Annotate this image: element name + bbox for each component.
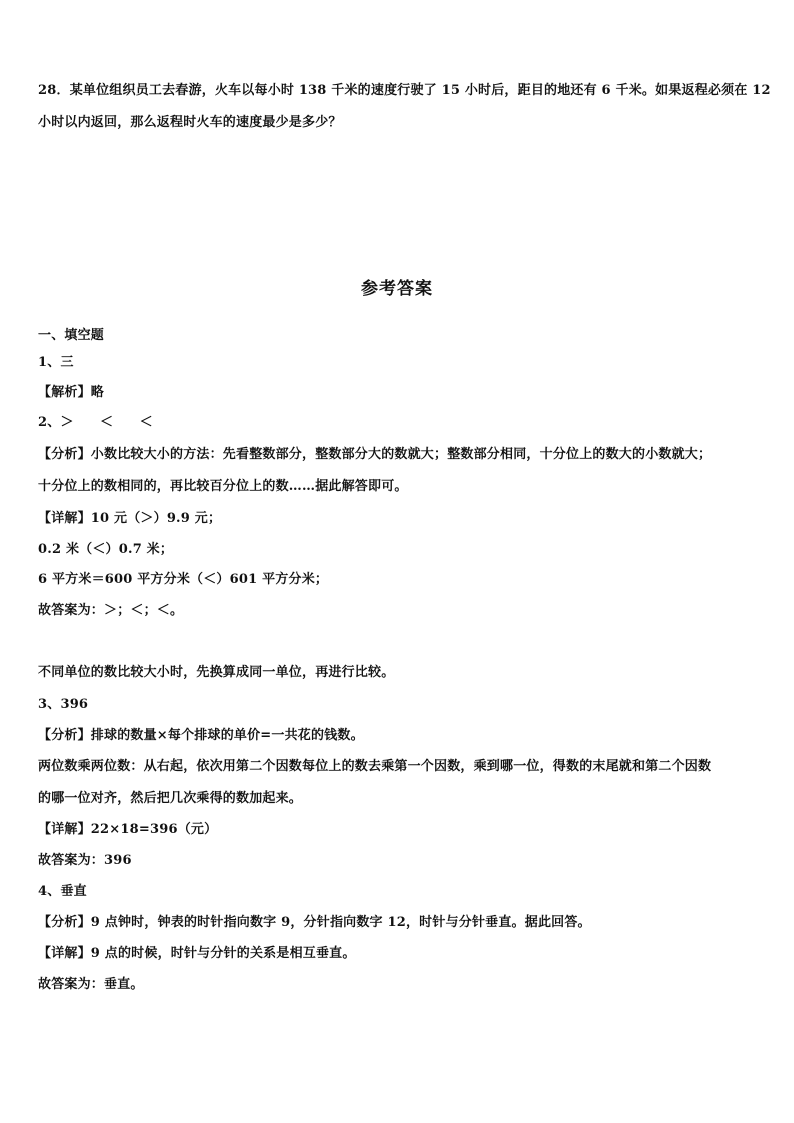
answer-3-analysis-line-3: 的哪一位对齐，然后把几次乘得的数加起来。 (38, 791, 303, 806)
answer-3-answer: 故答案为：396 (38, 853, 132, 868)
answer-1-analysis: 【解析】略 (38, 385, 105, 400)
answer-4-detail-line-1: 【详解】9 点的时候，时针与分针的关系是相互垂直。 (38, 946, 356, 961)
answer-4-label: 4、垂直 (38, 884, 87, 899)
answer-2-label: 2、＞ ＜ ＜ (38, 415, 153, 430)
answer-2-answer: 故答案为：＞；＜；＜。 (38, 603, 184, 618)
answers-title: 参考答案 (361, 279, 433, 299)
answer-2-analysis-line-1: 【分析】小数比较大小的方法：先看整数部分，整数部分大的数就大；整数部分相同，十分位上的数大的小数就大； (38, 447, 712, 462)
answer-2-analysis-line-2: 十分位上的数相同的，再比较百分位上的数……据此解答即可。 (38, 479, 408, 494)
answer-4-answer: 故答案为：垂直。 (38, 977, 144, 992)
answer-4-analysis-line-1: 【分析】9 点钟时，钟表的时针指向数字 9，分针指向数字 12，时针与分针垂直。据此回答。 (38, 915, 591, 930)
answer-2-detail-line-1: 【详解】10 元（＞）9.9 元； (38, 511, 222, 526)
answer-3-label: 3、396 (38, 697, 89, 712)
question-28-line-2: 小时以内返回，那么返程时火车的速度最少是多少？ (38, 115, 342, 130)
answer-2-detail-line-2: 0.2 米（＜）0.7 米； (38, 542, 174, 557)
question-28-line-1: 28．某单位组织员工去春游，火车以每小时 138 千米的速度行驶了 15 小时后，距目的地还有 6 千米。如果返程必须在 12 (38, 83, 771, 98)
answer-2-note: 不同单位的数比较大小时，先换算成同一单位，再进行比较。 (38, 665, 395, 680)
answer-3-analysis-line-2: 两位数乘两位数：从右起，依次用第二个因数每位上的数去乘第一个因数，乘到哪一位，得数的末尾就和第二个因数 (38, 759, 712, 774)
answer-2-detail-line-3: 6 平方米＝600 平方分米（＜）601 平方分米； (38, 572, 329, 587)
section-heading: 一、填空题 (38, 328, 105, 343)
answer-3-detail-line-1: 【详解】22×18=396（元） (38, 822, 218, 837)
answer-1-label: 1、三 (38, 355, 74, 370)
answer-3-analysis-line-1: 【分析】排球的数量×每个排球的单价=一共花的钱数。 (38, 728, 364, 743)
